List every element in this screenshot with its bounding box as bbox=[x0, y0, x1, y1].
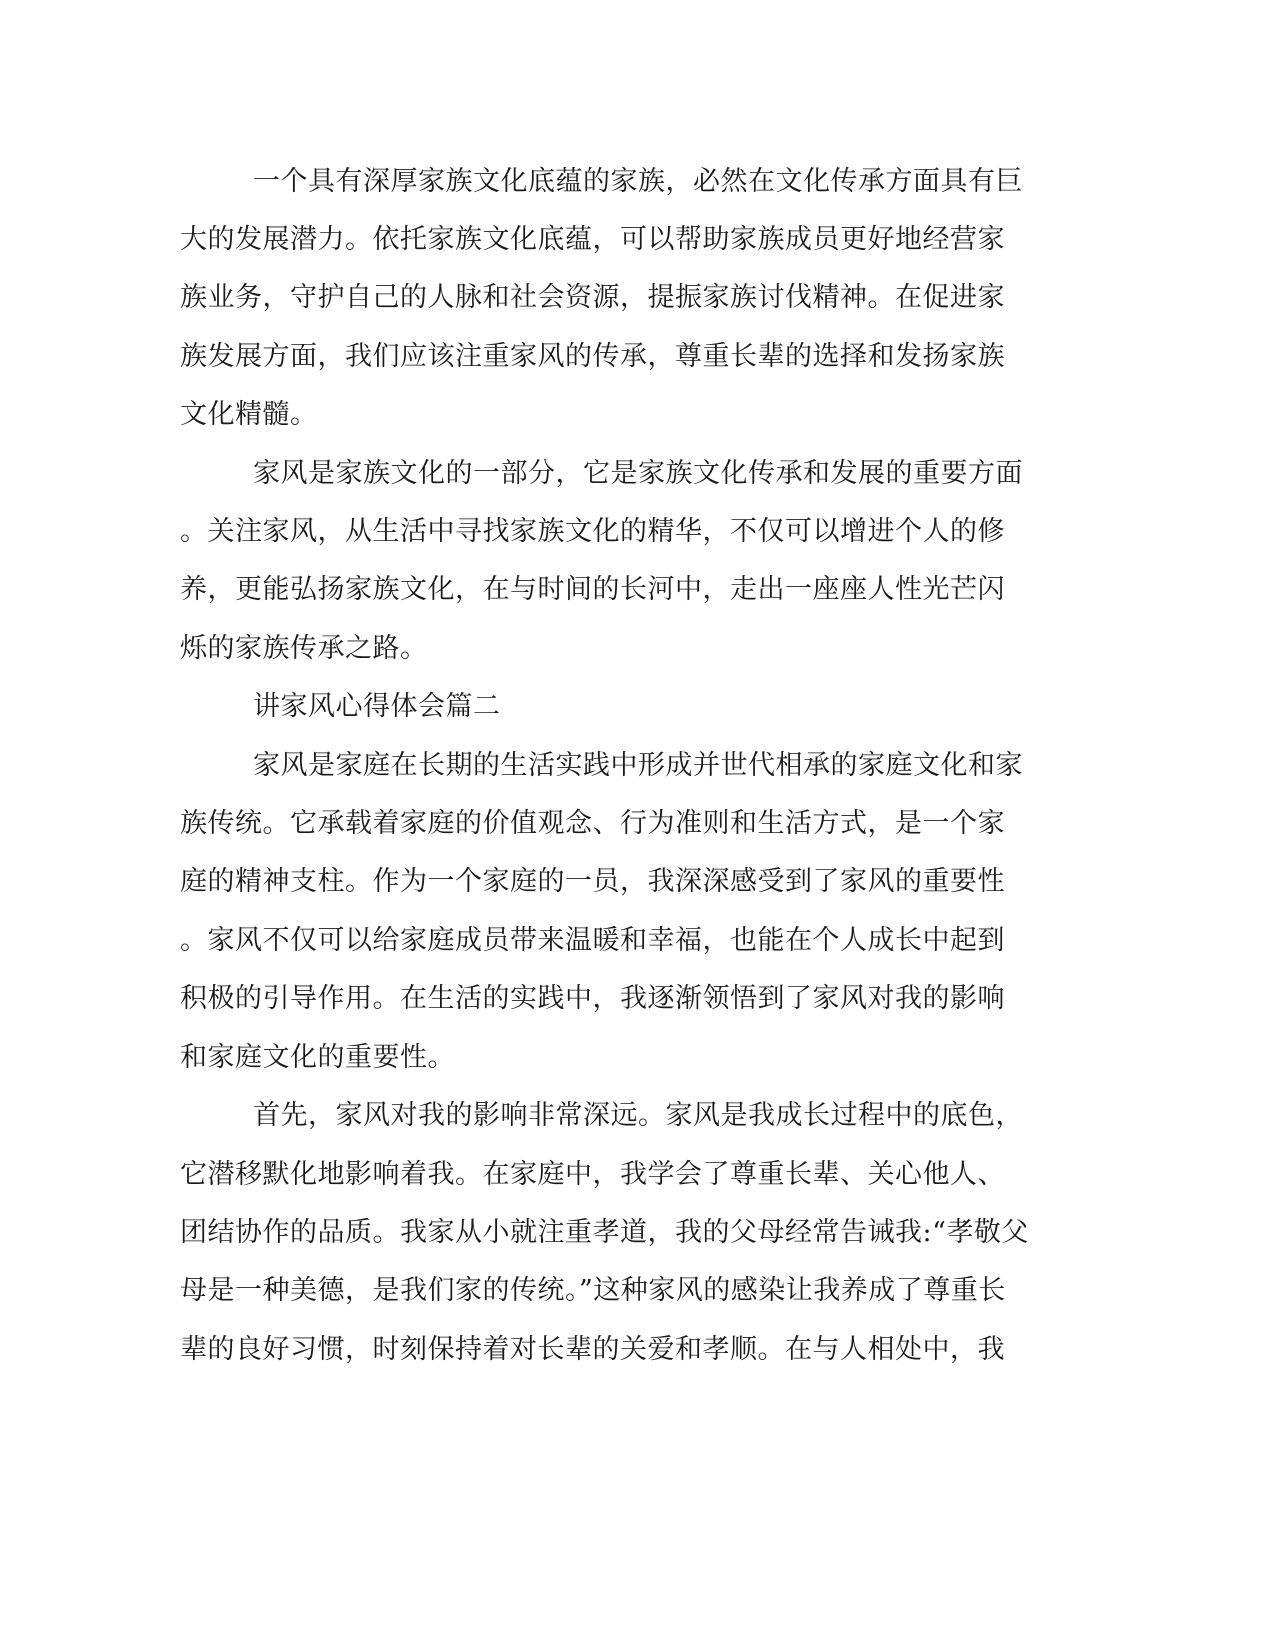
paragraph-3-line-5: 积极的引导作用。在生活的实践中，我逐渐领悟到了家风对我的影响 bbox=[180, 983, 1005, 1014]
paragraph-1-line-5: 文化精髓。 bbox=[180, 399, 318, 430]
paragraph-1-line-4: 族发展方面，我们应该注重家风的传承，尊重长辈的选择和发扬家族 bbox=[180, 341, 1005, 372]
paragraph-2-line-3: 养，更能弘扬家族文化，在与时间的长河中，走出一座座人性光芒闪 bbox=[180, 574, 1005, 605]
paragraph-3-line-3: 庭的精神支柱。作为一个家庭的一员，我深深感受到了家风的重要性 bbox=[180, 866, 1005, 897]
paragraph-2-line-2: 。关注家风，从生活中寻找家族文化的精华，不仅可以增进个人的修 bbox=[180, 516, 1005, 547]
paragraph-4-line-3: 团结协作的品质。我家从小就注重孝道，我的父母经常告诫我:“孝敬父 bbox=[180, 1217, 1029, 1248]
paragraph-4-line-1: 首先，家风对我的影响非常深远。家风是我成长过程中的底色， bbox=[253, 1100, 1023, 1131]
paragraph-1-line-2: 大的发展潜力。依托家族文化底蕴，可以帮助家族成员更好地经营家 bbox=[180, 224, 1005, 255]
section-heading: 讲家风心得体会篇二 bbox=[253, 691, 501, 722]
paragraph-3-line-4: 。家风不仅可以给家庭成员带来温暖和幸福，也能在个人成长中起到 bbox=[180, 925, 1005, 956]
paragraph-4-line-4: 母是一种美德，是我们家的传统。”这种家风的感染让我养成了尊重长 bbox=[180, 1275, 1006, 1306]
paragraph-4-line-2: 它潜移默化地影响着我。在家庭中，我学会了尊重长辈、关心他人、 bbox=[180, 1159, 1005, 1190]
paragraph-1-line-1: 一个具有深厚家族文化底蕴的家族，必然在文化传承方面具有巨 bbox=[253, 166, 1023, 197]
paragraph-2-line-4: 烁的家族传承之路。 bbox=[180, 633, 428, 664]
paragraph-4-line-5: 辈的良好习惯，时刻保持着对长辈的关爱和孝顺。在与人相处中，我 bbox=[180, 1334, 1005, 1365]
paragraph-2-line-1: 家风是家族文化的一部分，它是家族文化传承和发展的重要方面 bbox=[253, 458, 1023, 489]
paragraph-3-line-6: 和家庭文化的重要性。 bbox=[180, 1042, 455, 1073]
paragraph-3-line-1: 家风是家庭在长期的生活实践中形成并世代相承的家庭文化和家 bbox=[253, 750, 1023, 781]
paragraph-3-line-2: 族传统。它承载着家庭的价值观念、行为准则和生活方式，是一个家 bbox=[180, 808, 1005, 839]
paragraph-1-line-3: 族业务，守护自己的人脉和社会资源，提振家族讨伐精神。在促进家 bbox=[180, 282, 1005, 313]
